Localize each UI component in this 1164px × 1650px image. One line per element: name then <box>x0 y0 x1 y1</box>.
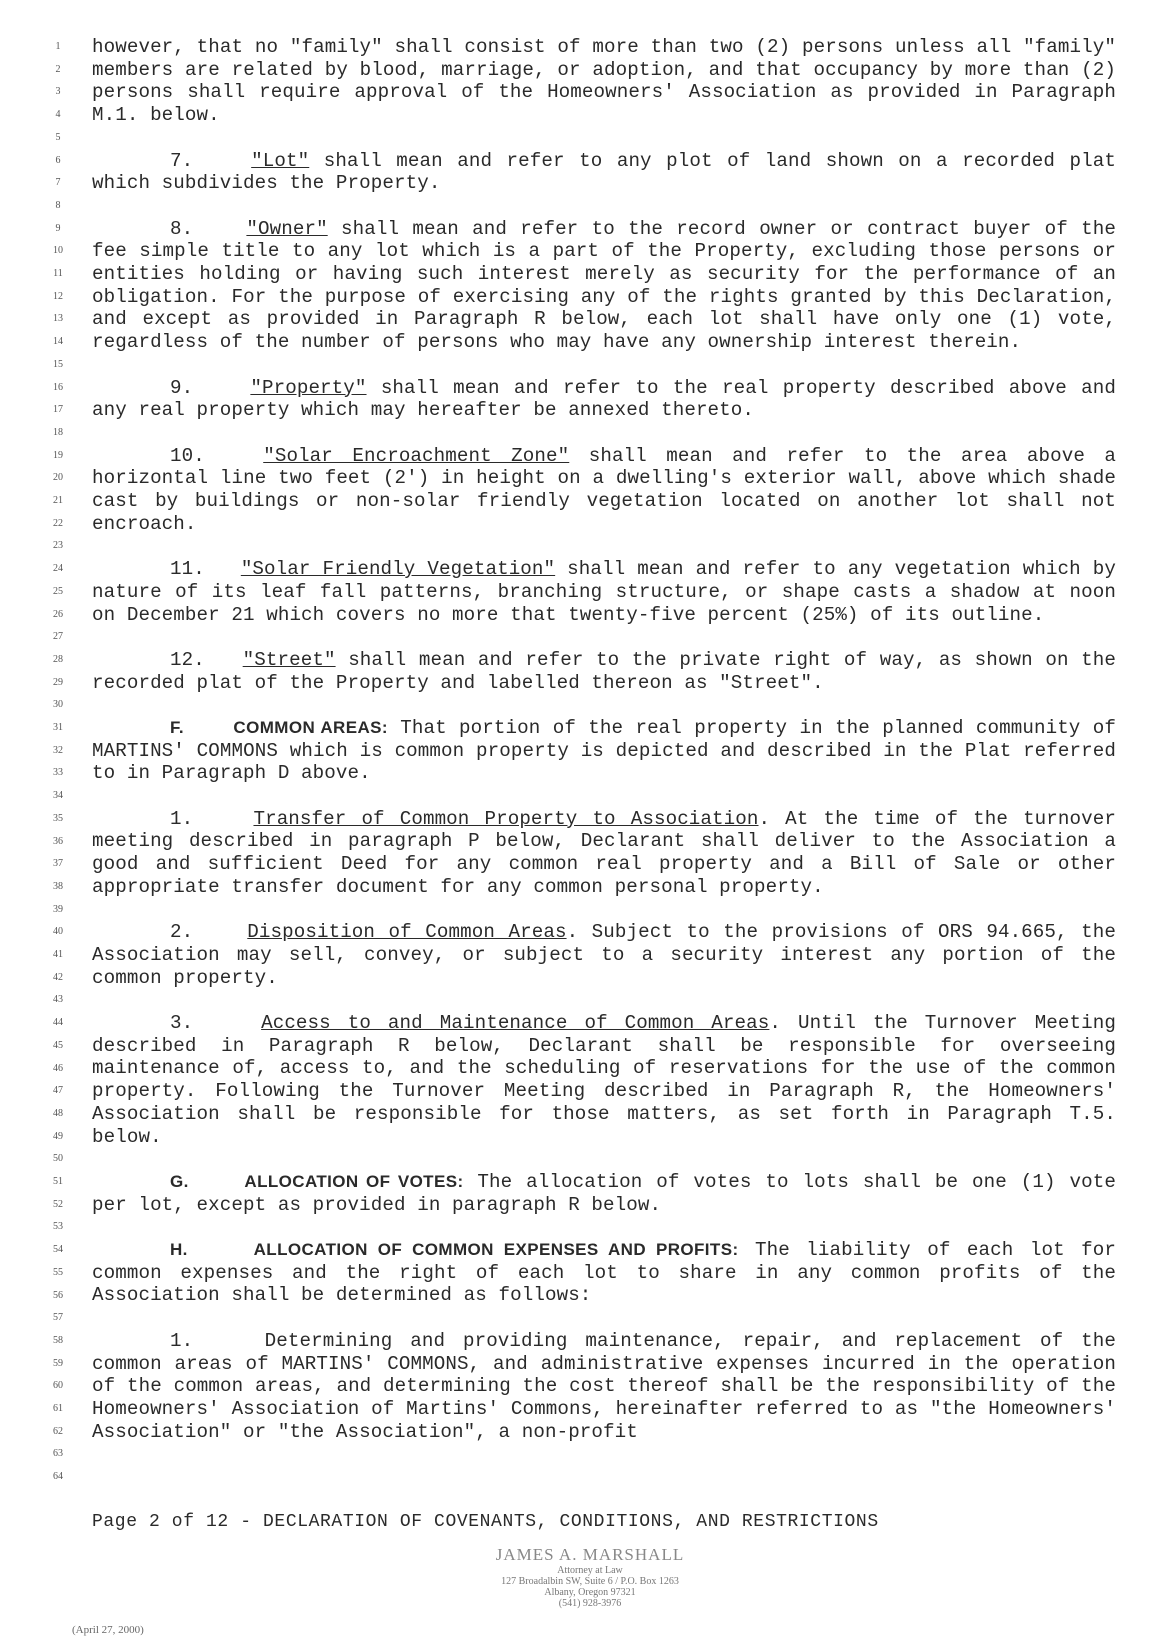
line-number: 29 <box>53 676 63 688</box>
line-number: 37 <box>53 858 63 870</box>
line-number: 59 <box>53 1357 63 1369</box>
line-number: 17 <box>53 404 63 416</box>
section-heading: COMMON AREAS: <box>233 717 388 737</box>
line-number: 28 <box>53 653 63 665</box>
attorney-phone: (541) 928-3976 <box>558 1598 622 1609</box>
section-allocation-expenses <box>92 1239 1116 1307</box>
line-number: 1 <box>55 41 61 52</box>
subsection-title: Disposition of Common Areas <box>247 921 567 944</box>
attorney-name: JAMES A. MARSHALL <box>495 1545 685 1564</box>
line-number: 47 <box>53 1085 63 1097</box>
paragraph-text: . At the time of the turnover meeting described in paragraph P below, Declarant shall deliver to the Association a good and sufficient Deed for any common real property and a Bill of Sale or other appropriate transfer document for any common personal property. <box>92 807 1116 898</box>
line-number: 36 <box>53 835 63 847</box>
paragraph-text: shall mean and refer to the record owner or contract buyer of the fee simple title to any lot which is a part of the Property, excluding those persons or entities holding or having such interest merely as security for the performance of an obligation. For the purpose of exercising any of the rights granted by this Declaration, and except as provided in Paragraph R below, each lot shall have only one (1) vote, regardless of the number of persons who may have any ownership interest therein. <box>92 217 1116 354</box>
line-number: 55 <box>53 1266 63 1278</box>
paragraph-text: That portion of the real property in the planned community of MARTINS' COMMONS which is common property is depicted and described in the Plat referred to in Paragraph D above. <box>92 716 1116 785</box>
section-letter: F. <box>170 717 185 737</box>
line-number: 2 <box>55 63 61 75</box>
paragraph-text: The liability of each lot for common expenses and the right of each lot to share in any common profits of the Association shall be determined as follows: <box>92 1239 1116 1307</box>
attorney-city: Albany, Oregon 97321 <box>544 1587 636 1598</box>
line-number: 52 <box>53 1198 63 1210</box>
line-number: 22 <box>53 517 63 529</box>
line-number: 3 <box>55 86 61 98</box>
line-number: 9 <box>55 222 61 234</box>
defined-term: "Solar Friendly Vegetation" <box>240 558 556 581</box>
line-number: 30 <box>53 699 63 711</box>
defined-term: "Lot" <box>251 149 310 172</box>
line-number: 18 <box>53 426 63 438</box>
paragraph-number: 2. <box>170 921 194 944</box>
paragraph-family-definition-cont <box>92 36 1116 127</box>
paragraph-transfer-common-property <box>92 808 1116 899</box>
line-number: 6 <box>55 154 61 166</box>
line-number: 31 <box>53 722 63 733</box>
line-number: 13 <box>53 313 63 325</box>
paragraph-text: Determining and providing maintenance, repair, and replacement of the common areas of MARTINS' COMMONS, and administrative expenses incurred in the operation of the common areas, and determining the cost thereof shall be the responsibility of the Homeowners' Association of Martins' Commons, hereinafter referred to as "the Homeowners' Association" or "the Association", a non-profit <box>92 1329 1116 1443</box>
line-number: 23 <box>53 540 63 552</box>
paragraph-number: 8. <box>170 217 194 240</box>
paragraph-text: . Subject to the provisions of ORS 94.665, the Association may sell, convey, or subject to a security interest any portion of the common property. <box>92 921 1116 989</box>
paragraph-solar-encroachment-definition <box>92 445 1116 536</box>
paragraph-number: 11. <box>170 558 205 581</box>
paragraph-number: 1. <box>170 807 194 830</box>
paragraph-text: shall mean and refer to any plot of land shown on a recorded plat which subdivides the Property. <box>92 149 1116 195</box>
line-number: 49 <box>53 1130 63 1142</box>
line-number: 53 <box>53 1221 63 1233</box>
line-number: 5 <box>55 131 61 143</box>
paragraph-number: 10. <box>170 444 205 467</box>
paragraph-solar-vegetation-definition <box>92 558 1116 626</box>
line-number: 21 <box>53 495 63 506</box>
section-allocation-votes <box>92 1171 1116 1216</box>
paragraph-text: shall mean and refer to any vegetation which by nature of its leaf fall patterns, branching structure, or shape casts a shadow at noon on December 21 which covers no more that twenty-five percent (25%) of its outline. <box>92 558 1117 626</box>
line-number: 41 <box>53 949 63 960</box>
line-number: 35 <box>53 812 63 824</box>
defined-term: "Property" <box>250 376 367 399</box>
line-number: 43 <box>53 994 63 1006</box>
line-number: 24 <box>53 563 63 575</box>
line-number: 25 <box>53 585 63 597</box>
line-number: 61 <box>53 1403 63 1414</box>
line-number: 26 <box>53 608 63 620</box>
document-body <box>92 36 1116 1466</box>
line-number: 56 <box>53 1289 63 1301</box>
line-number: 34 <box>53 790 63 802</box>
paragraph-text: shall mean and refer to the real property described above and any real property which may hereafter be annexed thereto. <box>92 376 1116 422</box>
section-common-areas <box>92 717 1116 785</box>
line-number: 10 <box>53 245 63 257</box>
paragraph-text: shall mean and refer to the private right of way, as shown on the recorded plat of the Property and labelled thereon as "Street". <box>92 648 1117 694</box>
line-number: 16 <box>53 381 63 393</box>
paragraph-number: 7. <box>170 149 194 172</box>
defined-term: "Owner" <box>246 217 328 240</box>
attorney-stamp <box>420 1545 760 1609</box>
subsection-title: Access to and Maintenance of Common Areas <box>261 1012 770 1035</box>
paragraph-number: 1. <box>170 1329 194 1352</box>
line-number: 4 <box>55 109 61 121</box>
line-number: 32 <box>53 744 63 756</box>
line-number: 7 <box>55 177 61 189</box>
line-number: 54 <box>53 1244 63 1256</box>
section-letter: H. <box>170 1240 188 1260</box>
paragraph-lot-definition <box>92 150 1116 195</box>
line-number: 27 <box>53 631 63 643</box>
document-date: (April 27, 2000) <box>72 1624 144 1636</box>
line-number: 11 <box>53 268 63 279</box>
paragraph-property-definition <box>92 377 1116 422</box>
line-number: 63 <box>53 1448 63 1460</box>
paragraph-text: The allocation of votes to lots shall be one (1) vote per lot, except as provided in paragraph R below. <box>92 1170 1116 1216</box>
paragraph-street-definition <box>92 649 1116 694</box>
line-number: 44 <box>53 1017 63 1029</box>
section-heading: ALLOCATION OF COMMON EXPENSES AND PROFITS: <box>253 1240 739 1260</box>
attorney-title: Attorney at Law <box>557 1565 623 1576</box>
line-number: 33 <box>53 767 63 779</box>
paragraph-number: 9. <box>170 376 194 399</box>
line-number: 50 <box>53 1153 63 1165</box>
line-number: 48 <box>53 1107 63 1119</box>
line-number: 62 <box>53 1425 63 1437</box>
paragraph-text: however, that no "family" shall consist of more than two (2) persons unless all "family" members are related by blood, marriage, or adoption, and that occupancy by more than (2) persons shall require approval of the Homeowners' Association as provided in Paragraph M.1. below. <box>92 36 1116 127</box>
paragraph-disposition-common-areas <box>92 921 1116 989</box>
line-number: 64 <box>53 1471 63 1483</box>
line-number: 58 <box>53 1334 63 1346</box>
line-number: 19 <box>53 449 63 461</box>
paragraph-owner-definition <box>92 218 1116 354</box>
paragraph-number: 12. <box>170 648 205 671</box>
defined-term: "Solar Encroachment Zone" <box>263 444 570 467</box>
page-footer: Page 2 of 12 - DECLARATION OF COVENANTS, CONDITIONS, AND RESTRICTIONS <box>92 1512 879 1532</box>
line-number: 45 <box>53 1039 63 1051</box>
line-number: 51 <box>53 1176 63 1187</box>
section-heading: ALLOCATION OF VOTES: <box>244 1171 464 1191</box>
line-number: 14 <box>53 336 63 348</box>
paragraph-maintenance-responsibility <box>92 1330 1116 1444</box>
subsection-title: Transfer of Common Property to Association <box>253 807 759 830</box>
attorney-address: 127 Broadalbin SW, Suite 6 / P.O. Box 1263 <box>501 1576 679 1587</box>
paragraph-text: shall mean and refer to the area above a horizontal line two feet (2') in height on a dwelling's exterior wall, above which shade cast by buildings or non-solar friendly vegetation located on another lot shall not encroach. <box>92 444 1117 535</box>
paragraph-text: . Until the Turnover Meeting described in Paragraph R below, Declarant shall be responsible for overseeing maintenance of, access to, and the scheduling of reservations for the use of the common property. Following the Turnover Meeting described in Paragraph R, the Homeowners' Association shall be responsible for those matters, as set forth in Paragraph T.5. below. <box>92 1012 1116 1148</box>
line-number: 8 <box>55 199 61 211</box>
line-number: 42 <box>53 971 63 983</box>
line-number: 60 <box>53 1380 63 1392</box>
defined-term: "Street" <box>242 648 336 671</box>
line-number: 12 <box>53 290 63 302</box>
line-number: 57 <box>53 1312 63 1324</box>
line-number: 20 <box>53 472 63 484</box>
line-number: 15 <box>53 358 63 370</box>
line-number: 38 <box>53 880 63 892</box>
paragraph-number: 3. <box>170 1012 194 1035</box>
paragraph-access-maintenance <box>92 1012 1116 1148</box>
line-number: 46 <box>53 1062 63 1074</box>
line-number: 39 <box>53 903 63 915</box>
section-letter: G. <box>170 1171 189 1191</box>
line-number: 40 <box>53 926 63 938</box>
